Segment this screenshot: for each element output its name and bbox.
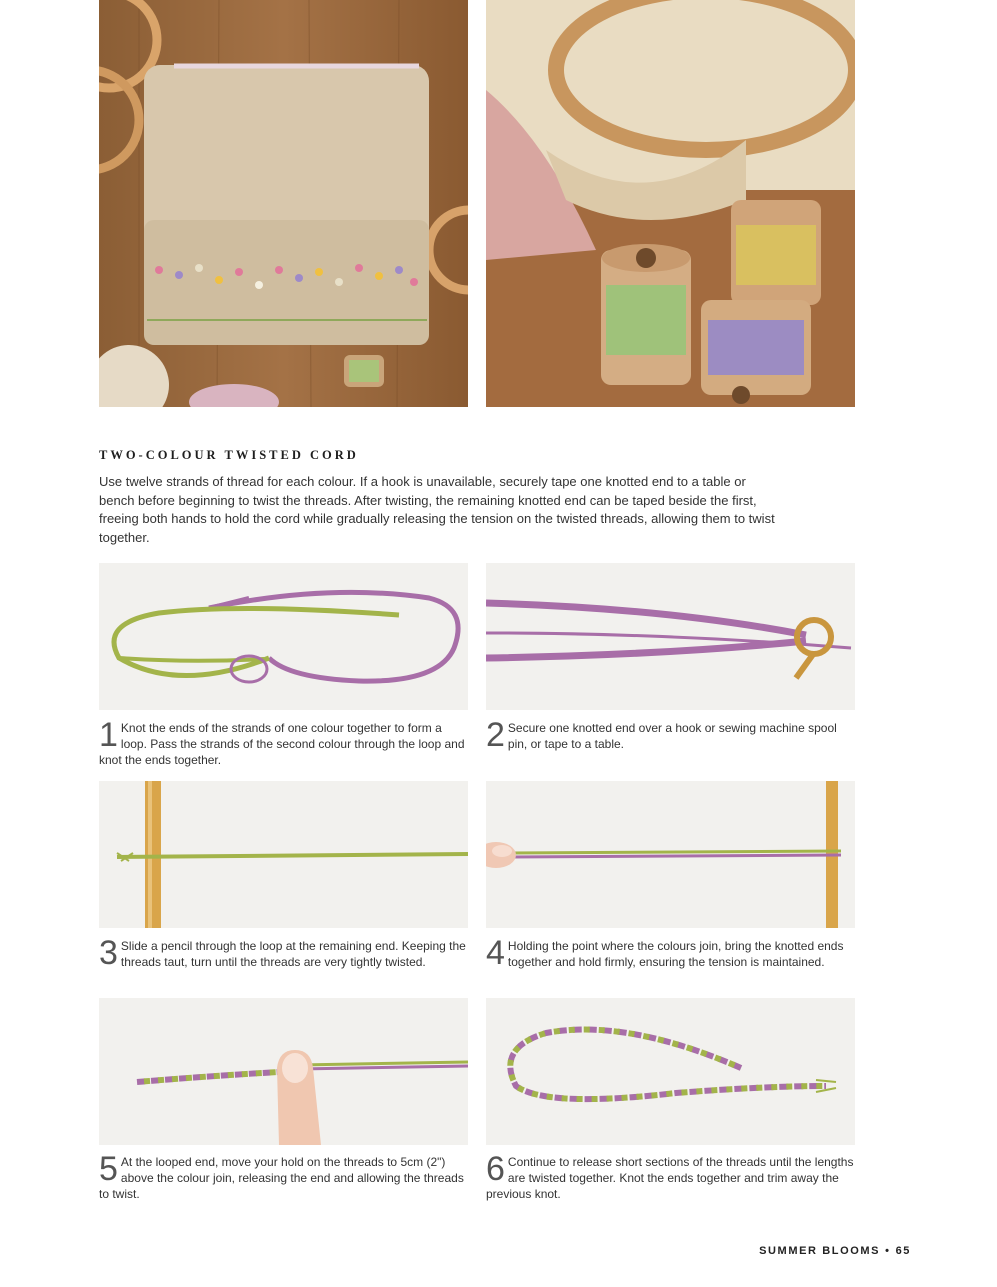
step-number: 5 — [99, 1150, 118, 1188]
step-number: 6 — [486, 1150, 505, 1188]
step-5-caption — [99, 1150, 469, 1202]
page-footer — [759, 1245, 911, 1257]
photo-thread-spools — [486, 0, 855, 407]
step-4-photo — [486, 781, 855, 928]
step-1-caption — [99, 716, 469, 768]
footer-separator: • — [885, 1245, 891, 1257]
footer-section-name: SUMMER BLOOMS — [759, 1245, 881, 1257]
step-number: 4 — [486, 934, 505, 972]
step-text: At the looped end, move your hold on the threads to 5cm (2") above the colour join, releasing the end and allowing the threads to twist. — [99, 1155, 464, 1201]
section-heading: TWO-COLOUR TWISTED CORD — [99, 448, 359, 462]
step-text: Continue to release short sections of the threads until the lengths are twisted together. Knot the ends together and trim away the previous knot. — [486, 1155, 854, 1201]
step-number: 2 — [486, 716, 505, 754]
step-text: Slide a pencil through the loop at the remaining end. Keeping the threads taut, turn until the threads are very tightly twisted. — [120, 939, 466, 969]
step-text: Secure one knotted end over a hook or sewing machine spool pin, or tape to a table. — [507, 721, 837, 751]
page-number: 65 — [895, 1245, 911, 1257]
step-2-photo — [486, 563, 855, 710]
step-3-photo — [99, 781, 468, 928]
step-text: Holding the point where the colours join, bring the knotted ends together and hold firmly, ensuring the tension is maintained. — [507, 939, 844, 969]
step-5-photo — [99, 998, 468, 1145]
step-2-caption — [486, 716, 856, 754]
step-4-caption — [486, 934, 856, 972]
step-3-caption — [99, 934, 469, 972]
step-1-photo — [99, 563, 468, 710]
photo-embroidered-pouch — [99, 0, 468, 407]
step-number: 1 — [99, 716, 118, 754]
intro-paragraph: Use twelve strands of thread for each colour. If a hook is unavailable, securely tape one knotted end to a table or bench before beginning to twist the threads. After twisting, the remaining knotted end can be taped beside the first, freeing both hands to hold the cord while gradually releasing the tension on the twisted threads, allowing them to twist together. — [99, 474, 775, 545]
step-6-caption — [486, 1150, 856, 1202]
step-number: 3 — [99, 934, 118, 972]
step-6-photo — [486, 998, 855, 1145]
step-text: Knot the ends of the strands of one colour together to form a loop. Pass the strands of the second colour through the loop and knot the ends together. — [99, 721, 465, 767]
